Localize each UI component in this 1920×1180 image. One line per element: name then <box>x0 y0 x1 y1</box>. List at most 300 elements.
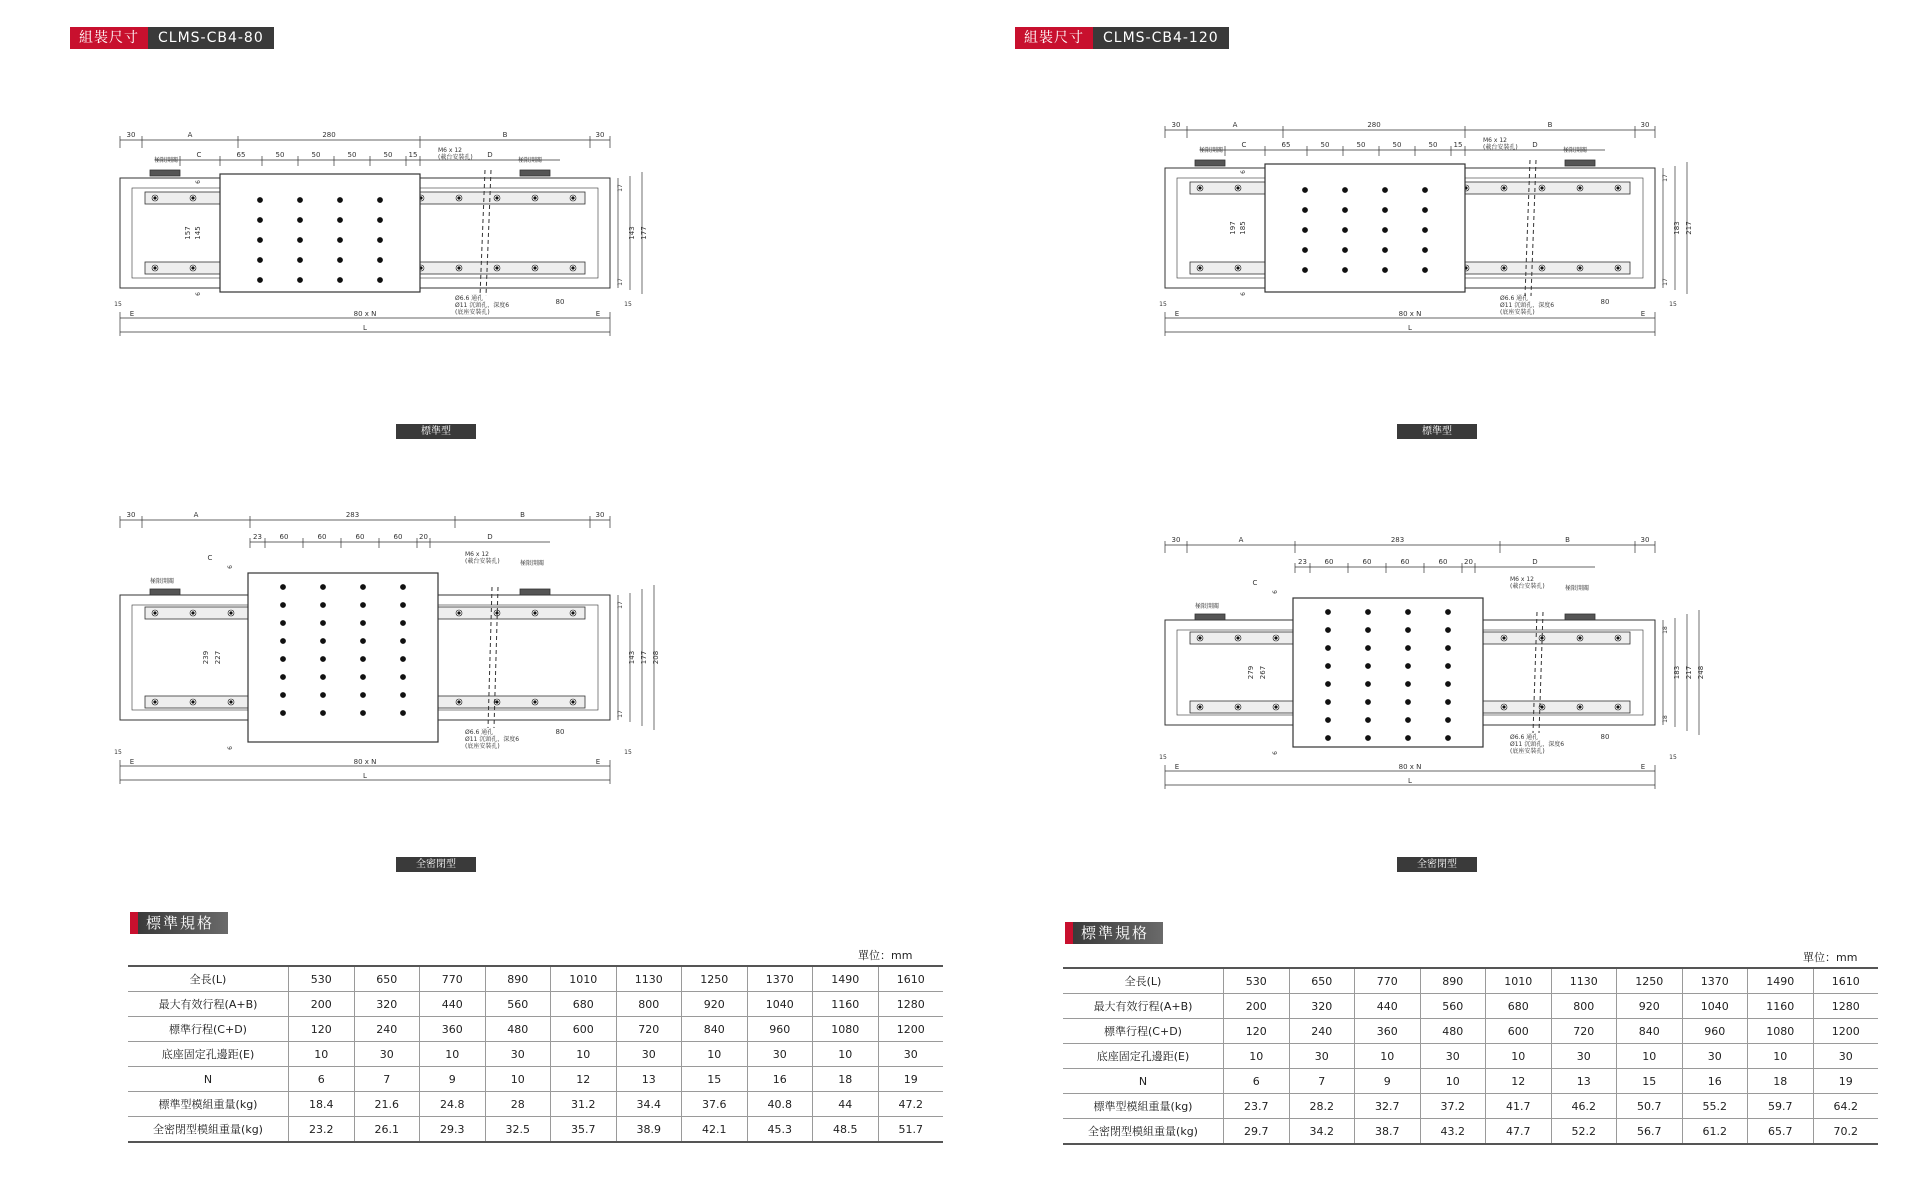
table-cell: 680 <box>1486 994 1552 1019</box>
dim-label: 183 <box>1673 221 1681 235</box>
dim-label: B <box>1547 121 1553 129</box>
dim-label: 80 x N <box>1398 763 1422 771</box>
dim-label: 6 <box>195 292 202 296</box>
table-cell: 10 <box>1355 1044 1421 1069</box>
dim-label: 17 <box>617 184 624 192</box>
rail-bolt-center-icon <box>1503 187 1506 190</box>
mount-hole-icon <box>1445 717 1450 722</box>
rail-bolt-center-icon <box>572 612 575 615</box>
dim-label: 6 <box>1272 751 1279 755</box>
mount-hole-icon <box>1302 247 1307 252</box>
dim-label: 15 <box>624 749 632 756</box>
break-line <box>486 170 491 296</box>
table-row <box>128 1092 943 1117</box>
limit-switch-icon <box>520 170 550 176</box>
table-cell: 30 <box>747 1042 813 1067</box>
dim-label: 80 <box>1600 733 1610 741</box>
model-name: CLMS-CB4-120 <box>1093 27 1229 49</box>
table-cell: 7 <box>354 1067 420 1092</box>
mount-hole-icon <box>1325 609 1330 614</box>
mount-hole-icon <box>1365 717 1370 722</box>
dim-label: A <box>187 131 193 139</box>
limit-switch-icon <box>1195 614 1225 620</box>
mount-hole-icon <box>1445 609 1450 614</box>
dim-label: 80 <box>1600 298 1610 306</box>
row-label: 底座固定孔邊距(E) <box>1063 1044 1224 1069</box>
dim-label: E <box>129 758 135 766</box>
table-cell: 1370 <box>747 966 813 992</box>
dim-label: 50 <box>347 151 357 159</box>
rail-bolt-center-icon <box>192 701 195 704</box>
table-cell: 560 <box>485 992 551 1017</box>
table-cell: 21.6 <box>354 1092 420 1117</box>
table-cell: 530 <box>289 966 355 992</box>
dim-label: 50 <box>311 151 321 159</box>
dim-label: 30 <box>1171 536 1181 544</box>
rail-bolt-center-icon <box>154 267 157 270</box>
dim-label: 17 <box>617 710 624 718</box>
dim-label: C <box>1252 579 1258 587</box>
carriage-plate <box>1265 164 1465 292</box>
mount-hole-icon <box>1405 699 1410 704</box>
rail-bolt-center-icon <box>458 197 461 200</box>
spec-title: 標準規格 <box>138 912 228 934</box>
table-row <box>128 1017 943 1042</box>
limit-switch-icon <box>1565 614 1595 620</box>
table-cell: 890 <box>1420 968 1486 994</box>
mount-hole-icon <box>1382 207 1387 212</box>
mount-note: M6 x 12 <box>465 551 489 558</box>
mount-hole-icon <box>400 638 405 643</box>
mount-hole-icon <box>320 620 325 625</box>
unit-label: 單位：mm <box>1803 951 1858 964</box>
table-cell: 30 <box>1420 1044 1486 1069</box>
rail-bolt-center-icon <box>1199 267 1202 270</box>
dim-label: D <box>1532 141 1538 149</box>
mount-note: (載台安裝孔) <box>465 558 500 565</box>
rail-bolt-center-icon <box>192 612 195 615</box>
table-cell: 840 <box>1617 1019 1683 1044</box>
sealed-drawing <box>110 500 810 850</box>
table-cell: 34.4 <box>616 1092 682 1117</box>
table-cell: 650 <box>354 966 420 992</box>
table-cell: 30 <box>354 1042 420 1067</box>
table-cell: 32.7 <box>1355 1094 1421 1119</box>
carriage-plate <box>220 174 420 292</box>
mount-hole-icon <box>377 257 382 262</box>
limit-switch-icon <box>150 170 180 176</box>
rail-bolt-center-icon <box>1579 706 1582 709</box>
dim-label: 6 <box>227 746 234 750</box>
dim-label: 30 <box>126 131 136 139</box>
dim-label: 80 <box>555 728 565 736</box>
table-cell: 1280 <box>1813 994 1878 1019</box>
mount-hole-icon <box>1342 187 1347 192</box>
dim-label: 17 <box>617 601 624 609</box>
hole-note: Ø11 沉頭孔，深度6 <box>1510 741 1565 748</box>
rail-bolt-center-icon <box>1541 637 1544 640</box>
mount-hole-icon <box>1365 681 1370 686</box>
table-cell: 13 <box>616 1067 682 1092</box>
table-cell: 960 <box>747 1017 813 1042</box>
dim-label: 283 <box>345 511 360 519</box>
dim-label: 30 <box>595 511 605 519</box>
dim-label: 157 <box>184 226 192 240</box>
mount-hole-icon <box>360 710 365 715</box>
rail-bolt-center-icon <box>534 197 537 200</box>
mount-hole-icon <box>1365 627 1370 632</box>
table-cell: 200 <box>289 992 355 1017</box>
table-cell: 320 <box>1289 994 1355 1019</box>
rail-bolt-center-icon <box>1617 187 1620 190</box>
mount-hole-icon <box>1445 663 1450 668</box>
rail-bolt-center-icon <box>458 701 461 704</box>
mount-hole-icon <box>1302 267 1307 272</box>
table-cell: 9 <box>420 1067 486 1092</box>
rail-bolt-center-icon <box>1579 637 1582 640</box>
hole-note: Ø6.6 通孔 <box>1510 734 1539 741</box>
dim-label: B <box>502 131 508 139</box>
table-cell: 1490 <box>1748 968 1814 994</box>
table-cell: 15 <box>682 1067 748 1092</box>
dim-label: 227 <box>214 650 222 665</box>
carriage-plate <box>248 573 438 742</box>
dim-label: 6 <box>1240 292 1247 296</box>
table-row <box>128 1042 943 1067</box>
table-cell: 120 <box>289 1017 355 1042</box>
table-cell: 1080 <box>813 1017 879 1042</box>
dim-label: 50 <box>1392 141 1402 149</box>
hole-note: Ø11 沉頭孔，深度6 <box>465 736 520 743</box>
table-cell: 920 <box>682 992 748 1017</box>
table-cell: 10 <box>551 1042 617 1067</box>
mount-hole-icon <box>280 710 285 715</box>
mount-hole-icon <box>257 237 262 242</box>
row-label: 全密閉型模組重量(kg) <box>128 1117 289 1143</box>
dim-label: B <box>520 511 525 519</box>
dim-label: 30 <box>1640 536 1650 544</box>
rail-bolt-center-icon <box>1503 706 1506 709</box>
dim-label: 17 <box>1662 174 1669 182</box>
rail-bolt-center-icon <box>1617 637 1620 640</box>
mount-hole-icon <box>1382 227 1387 232</box>
table-cell: 600 <box>551 1017 617 1042</box>
mount-hole-icon <box>1445 681 1450 686</box>
rail-bolt-center-icon <box>1275 637 1278 640</box>
mount-hole-icon <box>320 602 325 607</box>
dim-label: L <box>363 324 367 332</box>
dim-label: E <box>595 758 601 766</box>
dim-label: 80 x N <box>1398 310 1422 318</box>
break-line <box>1531 160 1536 296</box>
dim-label: 30 <box>1171 121 1181 129</box>
dim-label: 15 <box>1159 301 1167 308</box>
table-cell: 28.2 <box>1289 1094 1355 1119</box>
mount-hole-icon <box>280 692 285 697</box>
table-cell: 320 <box>354 992 420 1017</box>
table-cell: 800 <box>1551 994 1617 1019</box>
mount-hole-icon <box>280 638 285 643</box>
table-cell: 890 <box>485 966 551 992</box>
mount-hole-icon <box>1325 663 1330 668</box>
mount-hole-icon <box>1405 717 1410 722</box>
mount-hole-icon <box>280 584 285 589</box>
dim-label: 283 <box>1390 536 1405 544</box>
dim-label: 6 <box>195 180 202 184</box>
standard-drawing <box>110 118 810 418</box>
mount-hole-icon <box>280 602 285 607</box>
table-cell: 40.8 <box>747 1092 813 1117</box>
dim-label: 15 <box>408 151 418 159</box>
dim-label: 18 <box>1662 715 1669 723</box>
mount-hole-icon <box>1342 207 1347 212</box>
mount-hole-icon <box>320 710 325 715</box>
rail-bolt-center-icon <box>1237 637 1240 640</box>
carriage-plate <box>1293 598 1483 747</box>
mount-note: (載台安裝孔) <box>438 154 473 161</box>
dim-label: 15 <box>1669 754 1677 761</box>
mount-hole-icon <box>1342 247 1347 252</box>
dim-label: 6 <box>227 565 234 569</box>
dim-label: L <box>363 772 367 780</box>
dim-label: A <box>1232 121 1238 129</box>
standard-caption: 標準型 <box>396 424 476 439</box>
dim-label: B <box>1565 536 1570 544</box>
table-cell: 360 <box>1355 1019 1421 1044</box>
table-cell: 770 <box>420 966 486 992</box>
hole-note: Ø11 沉頭孔，深度6 <box>455 302 510 309</box>
dim-label: 23 <box>1298 558 1307 566</box>
dim-label: 50 <box>1320 141 1330 149</box>
mount-hole-icon <box>400 584 405 589</box>
row-label: 標準行程(C+D) <box>128 1017 289 1042</box>
dim-label: C <box>196 151 202 159</box>
rail-bolt-center-icon <box>1579 267 1582 270</box>
mount-hole-icon <box>257 217 262 222</box>
mount-hole-icon <box>1302 187 1307 192</box>
row-label: 底座固定孔邊距(E) <box>128 1042 289 1067</box>
mount-hole-icon <box>1365 663 1370 668</box>
sealed-drawing-svg <box>1155 525 1855 855</box>
spec-heading <box>130 912 228 934</box>
limit-switch-label: 極限開關 <box>518 157 543 164</box>
table-cell: 37.2 <box>1420 1094 1486 1119</box>
hole-note: Ø6.6 通孔 <box>455 295 484 302</box>
table-cell: 32.5 <box>485 1117 551 1143</box>
row-label: 全長(L) <box>1063 968 1224 994</box>
table-cell: 13 <box>1551 1069 1617 1094</box>
rail-bolt-center-icon <box>1275 706 1278 709</box>
mount-note: (載台安裝孔) <box>1483 144 1518 151</box>
table-cell: 30 <box>1682 1044 1748 1069</box>
rail-bolt-center-icon <box>192 267 195 270</box>
dim-label: 17 <box>617 278 624 286</box>
dim-label: 23 <box>253 533 262 541</box>
mount-hole-icon <box>297 237 302 242</box>
mount-hole-icon <box>360 674 365 679</box>
dim-label: 177 <box>640 226 648 240</box>
table-cell: 9 <box>1355 1069 1421 1094</box>
mount-hole-icon <box>320 638 325 643</box>
table-cell: 10 <box>1748 1044 1814 1069</box>
table-cell: 64.2 <box>1813 1094 1878 1119</box>
break-line <box>480 170 485 296</box>
table-row <box>1063 1019 1878 1044</box>
table-cell: 48.5 <box>813 1117 879 1143</box>
mount-hole-icon <box>1422 227 1427 232</box>
table-cell: 16 <box>1682 1069 1748 1094</box>
mount-hole-icon <box>1382 247 1387 252</box>
dim-label: 60 <box>317 533 327 541</box>
dim-label: E <box>1640 763 1646 771</box>
table-cell: 1010 <box>1486 968 1552 994</box>
dim-label: 60 <box>355 533 365 541</box>
mount-hole-icon <box>360 602 365 607</box>
table-row <box>128 1117 943 1143</box>
table-cell: 10 <box>1224 1044 1290 1069</box>
standard-drawing-svg <box>110 118 810 418</box>
mount-hole-icon <box>257 277 262 282</box>
dim-label: 217 <box>1685 221 1693 235</box>
table-cell: 1250 <box>1617 968 1683 994</box>
dim-label: E <box>129 310 135 318</box>
dim-label: E <box>1174 763 1180 771</box>
table-cell: 650 <box>1289 968 1355 994</box>
table-cell: 1250 <box>682 966 748 992</box>
table-cell: 12 <box>1486 1069 1552 1094</box>
table-cell: 70.2 <box>1813 1119 1878 1145</box>
mount-hole-icon <box>377 277 382 282</box>
dim-label: C <box>207 554 213 562</box>
limit-switch-label: 極限開關 <box>520 560 545 567</box>
table-cell: 960 <box>1682 1019 1748 1044</box>
table-cell: 18 <box>813 1067 879 1092</box>
dim-label: A <box>193 511 199 519</box>
hole-note: (底座安裝孔) <box>465 743 500 750</box>
mount-hole-icon <box>1365 645 1370 650</box>
mount-hole-icon <box>1422 267 1427 272</box>
mount-hole-icon <box>400 692 405 697</box>
table-cell: 6 <box>289 1067 355 1092</box>
mount-hole-icon <box>400 602 405 607</box>
table-cell: 10 <box>1486 1044 1552 1069</box>
rail-bolt-center-icon <box>1237 267 1240 270</box>
mount-hole-icon <box>1325 717 1330 722</box>
hole-note: Ø6.6 通孔 <box>1500 295 1529 302</box>
mount-hole-icon <box>297 257 302 262</box>
rail-bolt-center-icon <box>230 701 233 704</box>
sealed-drawing-svg <box>110 500 810 850</box>
dim-label: 17 <box>1662 278 1669 286</box>
sealed-caption: 全密閉型 <box>1397 857 1477 872</box>
rail-bolt-center-icon <box>230 612 233 615</box>
mount-hole-icon <box>360 656 365 661</box>
table-row <box>1063 968 1878 994</box>
table-cell: 30 <box>1289 1044 1355 1069</box>
mount-hole-icon <box>400 620 405 625</box>
table-cell: 43.2 <box>1420 1119 1486 1145</box>
row-label: 全密閉型模組重量(kg) <box>1063 1119 1224 1145</box>
standard-drawing-svg <box>1155 108 1855 418</box>
table-cell: 10 <box>420 1042 486 1067</box>
mount-hole-icon <box>320 656 325 661</box>
section-tag-label: 組裝尺寸 <box>70 27 148 49</box>
table-cell: 120 <box>1224 1019 1290 1044</box>
table-row <box>1063 1094 1878 1119</box>
table-cell: 680 <box>551 992 617 1017</box>
table-cell: 55.2 <box>1682 1094 1748 1119</box>
mount-hole-icon <box>1405 681 1410 686</box>
dim-label: 15 <box>1453 141 1463 149</box>
table-cell: 47.2 <box>878 1092 943 1117</box>
table-cell: 240 <box>1289 1019 1355 1044</box>
table-cell: 37.6 <box>682 1092 748 1117</box>
rail-bolt-center-icon <box>534 701 537 704</box>
table-cell: 23.7 <box>1224 1094 1290 1119</box>
limit-switch-label: 極限開關 <box>1195 603 1220 610</box>
table-cell: 360 <box>420 1017 486 1042</box>
mount-hole-icon <box>1325 645 1330 650</box>
dim-label: 177 <box>640 650 648 665</box>
table-cell: 1080 <box>1748 1019 1814 1044</box>
table-cell: 23.2 <box>289 1117 355 1143</box>
row-label: 標準型模組重量(kg) <box>1063 1094 1224 1119</box>
table-cell: 51.7 <box>878 1117 943 1143</box>
table-row <box>128 992 943 1017</box>
table-cell: 1040 <box>747 992 813 1017</box>
table-cell: 34.2 <box>1289 1119 1355 1145</box>
dim-label: E <box>1640 310 1646 318</box>
rail-bolt-center-icon <box>1503 267 1506 270</box>
row-label: N <box>1063 1069 1224 1094</box>
table-cell: 1130 <box>1551 968 1617 994</box>
dim-label: 248 <box>1697 665 1705 680</box>
table-cell: 31.2 <box>551 1092 617 1117</box>
hole-note: (底座安裝孔) <box>455 309 490 316</box>
dim-label: 267 <box>1259 665 1267 680</box>
dim-label: 80 <box>555 298 565 306</box>
table-cell: 18 <box>1748 1069 1814 1094</box>
mount-hole-icon <box>1445 735 1450 740</box>
table-cell: 480 <box>485 1017 551 1042</box>
table-cell: 10 <box>1617 1044 1683 1069</box>
row-label: 最大有效行程(A+B) <box>1063 994 1224 1019</box>
table-row <box>1063 1044 1878 1069</box>
rail-bolt-center-icon <box>192 197 195 200</box>
mount-hole-icon <box>297 277 302 282</box>
unit-label: 單位：mm <box>858 949 913 962</box>
mount-hole-icon <box>280 620 285 625</box>
rail-bolt-center-icon <box>534 267 537 270</box>
table-cell: 41.7 <box>1486 1094 1552 1119</box>
rail-bolt-center-icon <box>154 612 157 615</box>
limit-switch-label: 極限開關 <box>154 157 179 164</box>
table-cell: 24.8 <box>420 1092 486 1117</box>
row-label: 標準型模組重量(kg) <box>128 1092 289 1117</box>
table-cell: 30 <box>616 1042 682 1067</box>
table-cell: 530 <box>1224 968 1290 994</box>
mount-hole-icon <box>360 638 365 643</box>
dim-label: 30 <box>1640 121 1650 129</box>
table-cell: 42.1 <box>682 1117 748 1143</box>
dim-label: 15 <box>1159 754 1167 761</box>
section-tag <box>1015 27 1229 49</box>
table-cell: 7 <box>1289 1069 1355 1094</box>
table-cell: 16 <box>747 1067 813 1092</box>
mount-hole-icon <box>400 674 405 679</box>
table-cell: 12 <box>551 1067 617 1092</box>
table-cell: 10 <box>289 1042 355 1067</box>
